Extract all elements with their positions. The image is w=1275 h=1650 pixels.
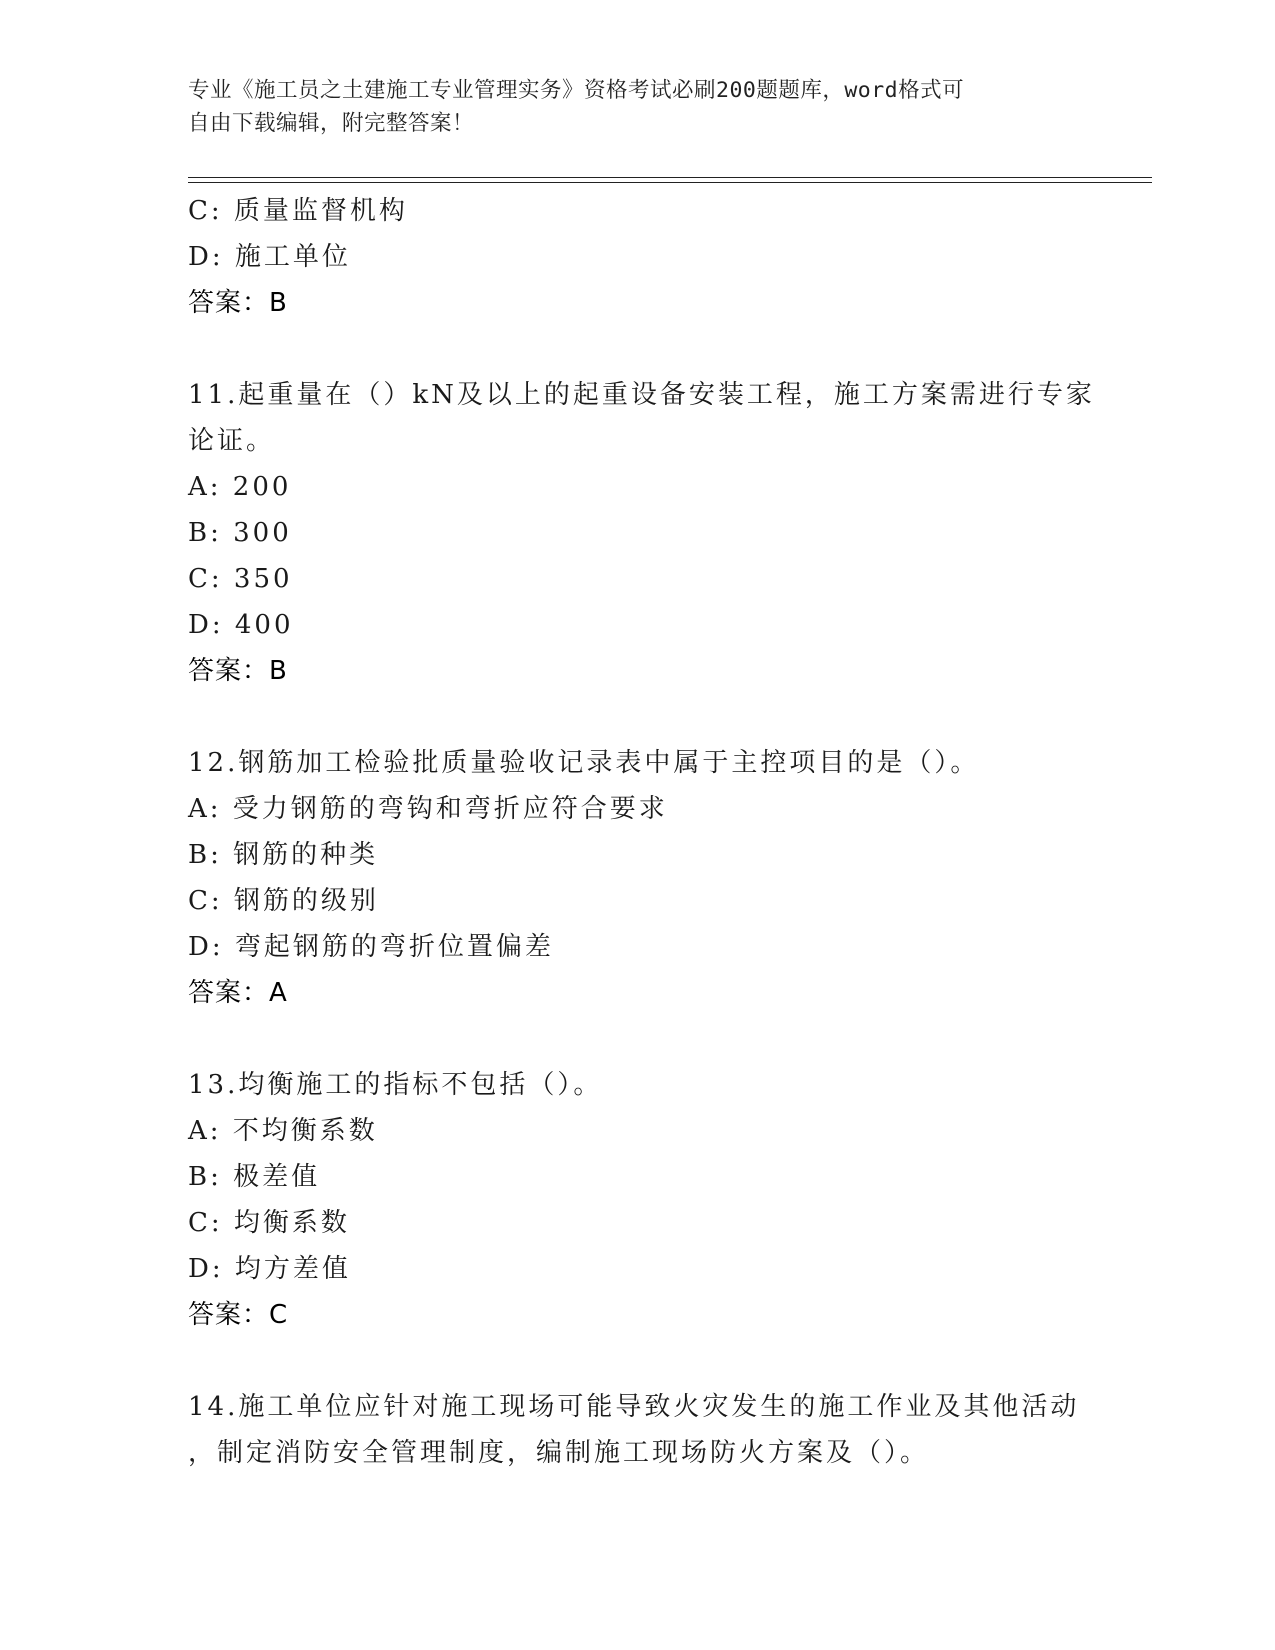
- question-stem-continued: ，制定消防安全管理制度，编制施工现场防火方案及（）。: [188, 1438, 930, 1468]
- option-d: D: 均方差值: [188, 1254, 351, 1284]
- question-list: [188, 188, 1095, 1476]
- header-divider-top: [188, 177, 1152, 178]
- option-a: A: 不均衡系数: [188, 1116, 378, 1146]
- option-c: C: 钢筋的级别: [188, 886, 379, 916]
- question-13: [188, 1062, 1088, 1338]
- question-stem: 13.均衡施工的指标不包括（）。: [188, 1070, 603, 1100]
- question-14: [188, 1384, 1088, 1476]
- spacer: [188, 326, 1088, 372]
- question-stem-continued: 论证。: [188, 426, 276, 456]
- option-a: A: 200: [188, 472, 292, 502]
- document-header: [188, 74, 1088, 140]
- option-c: C: 质量监督机构: [188, 196, 408, 226]
- answer-line: 答案：B: [188, 656, 288, 686]
- header-title-line-1: 专业《施工员之土建施工专业管理实务》资格考试必刷200题题库，word格式可: [188, 78, 965, 103]
- answer-line: 答案：C: [188, 1300, 289, 1330]
- option-b: B: 300: [188, 518, 292, 548]
- answer-line: 答案：B: [188, 288, 288, 318]
- option-a: A: 受力钢筋的弯钩和弯折应符合要求: [188, 794, 668, 824]
- question-stem: 12.钢筋加工检验批质量验收记录表中属于主控项目的是（）。: [188, 748, 980, 778]
- spacer: [188, 694, 1088, 740]
- answer-line: 答案：A: [188, 978, 288, 1008]
- option-c: C: 均衡系数: [188, 1208, 350, 1238]
- option-c: C: 350: [188, 564, 293, 594]
- question-11: [188, 372, 1095, 694]
- spacer: [188, 1338, 1088, 1384]
- spacer: [188, 1016, 1088, 1062]
- header-divider-bottom: [188, 182, 1152, 183]
- question-10-tail: [188, 188, 1088, 326]
- question-stem: 14.施工单位应针对施工现场可能导致火灾发生的施工作业及其他活动: [188, 1392, 1080, 1422]
- option-b: B: 钢筋的种类: [188, 840, 379, 870]
- option-d: D: 施工单位: [188, 242, 351, 272]
- option-d: D: 400: [188, 610, 294, 640]
- question-stem: 11.起重量在（）kN及以上的起重设备安装工程，施工方案需进行专家: [188, 380, 1095, 410]
- question-12: [188, 740, 1088, 1016]
- option-b: B: 极差值: [188, 1162, 321, 1192]
- option-d: D: 弯起钢筋的弯折位置偏差: [188, 932, 554, 962]
- header-title-line-2: 自由下载编辑，附完整答案！: [188, 111, 475, 136]
